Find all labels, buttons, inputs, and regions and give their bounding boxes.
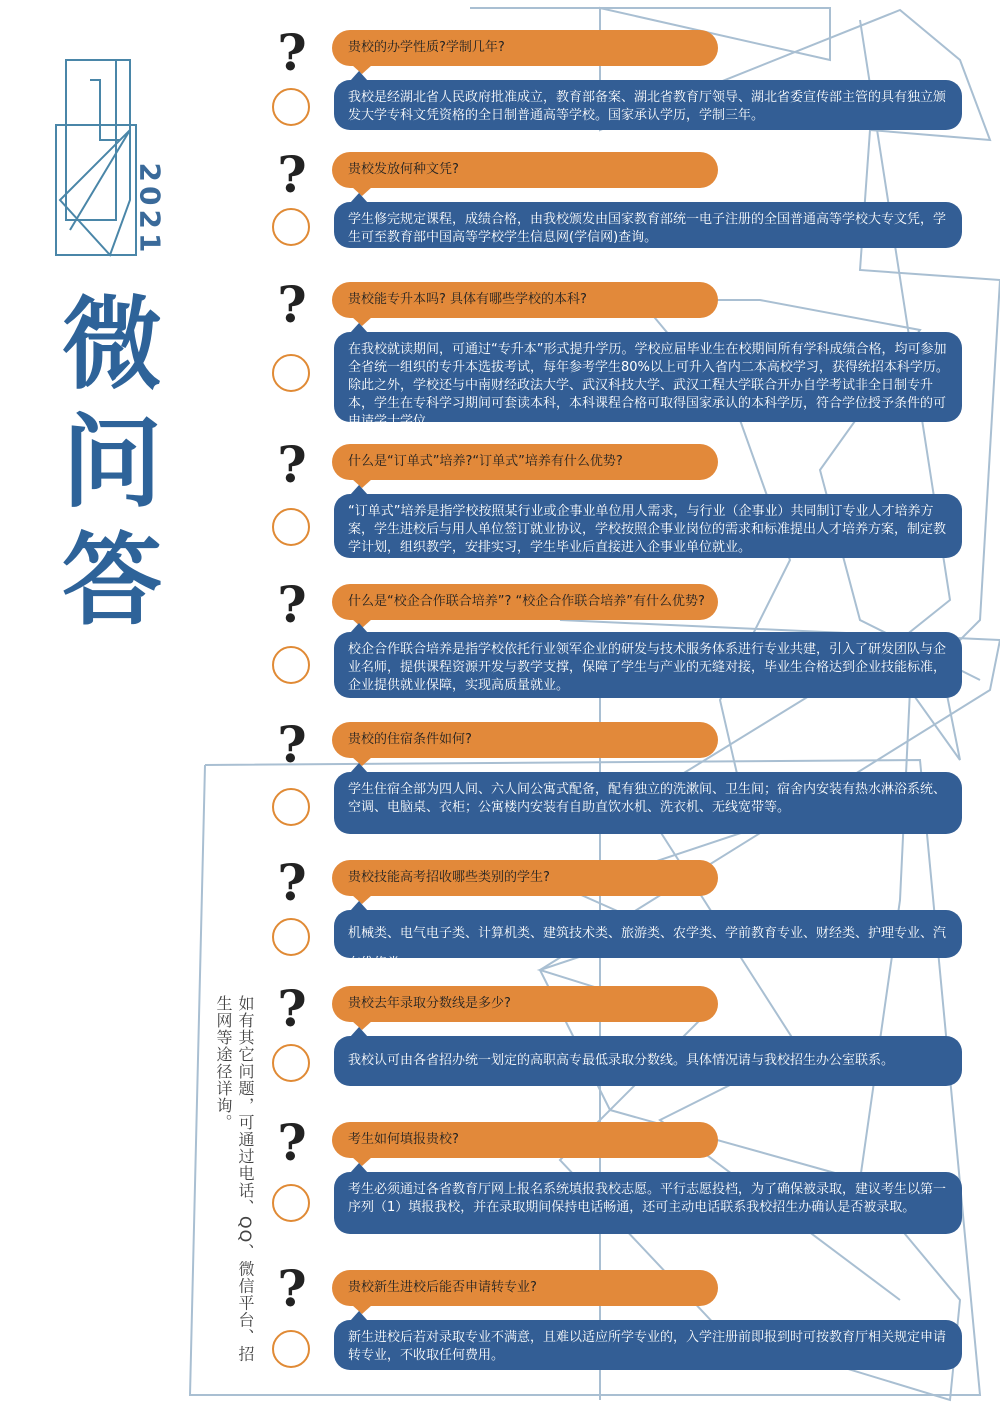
contact-note: 如有其它问题，可通过电话、QQ、微信平台、招生网等途径详询。 bbox=[214, 995, 255, 1363]
question-bubble: 贵校技能高考招收哪些类别的学生? bbox=[332, 860, 718, 896]
answer-bubble: 新生进校后若对录取专业不满意，且难以适应所学专业的，入学注册前即报到时可按教育厅相关规定申请转专业，不收取任何费用。 bbox=[334, 1320, 962, 1370]
answer-circle-icon bbox=[272, 918, 310, 956]
answer-bubble: “订单式”培养是指学校按照某行业或企事业单位用人需求，与行业（企事业）共同制订专业人才培养方案，学生进校后与用人单位签订就业协议，学校按照企事业岗位的需求和标准提出人才培养方案，制定教学计划，组织教学，安排实习，学生毕业后直接进入企事业单位就业。 bbox=[334, 494, 962, 558]
answer-bubble: 我校认可由各省招办统一划定的高职高专最低录取分数线。具体情况请与我校招生办公室联系。 bbox=[334, 1036, 962, 1086]
answer-circle-icon bbox=[272, 1330, 310, 1368]
question-mark-icon: ? bbox=[277, 1113, 307, 1172]
question-mark-icon: ? bbox=[277, 575, 307, 634]
answer-circle-icon bbox=[272, 1044, 310, 1082]
question-bubble: 什么是“校企合作联合培养”? “校企合作联合培养”有什么优势? bbox=[332, 584, 718, 620]
answer-circle-icon bbox=[272, 208, 310, 246]
answer-bubble: 机械类、电气电子类、计算机类、建筑技术类、旅游类、农学类、学前教育专业、财经类、护理专业、汽车维修类。 bbox=[334, 910, 962, 958]
year-label-wrap bbox=[130, 150, 170, 265]
question-mark-icon: ? bbox=[277, 715, 307, 774]
question-bubble: 贵校发放何种文凭? bbox=[332, 152, 718, 188]
answer-circle-icon bbox=[272, 508, 310, 546]
title-char-2: 问 bbox=[62, 403, 162, 521]
answer-bubble: 考生必须通过各省教育厅网上报名系统填报我校志愿。平行志愿投档，为了确保被录取，建议考生以第一序列（1）填报我校，并在录取期间保持电话畅通，还可主动电话联系我校招生办确认是否被录取。 bbox=[334, 1172, 962, 1234]
answer-circle-icon bbox=[272, 646, 310, 684]
logo-lines bbox=[56, 60, 136, 255]
question-mark-icon: ? bbox=[277, 145, 307, 204]
question-bubble: 什么是“订单式”培养?“订单式”培养有什么优势? bbox=[332, 444, 718, 480]
answer-bubble: 校企合作联合培养是指学校依托行业领军企业的研发与技术服务体系进行专业共建，引入了研发团队与企业名师，提供课程资源开发与教学支撑，保障了学生与产业的无缝对接，毕业生合格达到企业技能标准，企业提供就业保障，实现高质量就业。 bbox=[334, 632, 962, 698]
answer-circle-icon bbox=[272, 1184, 310, 1222]
answer-circle-icon bbox=[272, 354, 310, 392]
answer-bubble: 我校是经湖北省人民政府批准成立，教育部备案、湖北省教育厅领导、湖北省委宣传部主管的具有独立颁发大学专科文凭资格的全日制普通高等学校。国家承认学历，学制三年。 bbox=[334, 80, 962, 130]
question-mark-icon: ? bbox=[277, 275, 307, 334]
answer-circle-icon bbox=[272, 88, 310, 126]
question-bubble: 考生如何填报贵校? bbox=[332, 1122, 718, 1158]
answer-bubble: 在我校就读期间，可通过“专升本”形式提升学历。学校应届毕业生在校期间所有学科成绩合格，均可参加全省统一组织的专升本选拔考试，每年参考学生80%以上可升入省内二本高校学习，获得统招本科学历。除此之外，学校还与中南财经政法大学、武汉科技大学、武汉工程大学联合开办自学考试非全日制专升本，学生在专科学习期间可套读本科，本科课程合格可取得国家承认的本科学历，符合学位授予条件的可申请学士学位。 bbox=[334, 332, 962, 422]
title-char-1: 微 bbox=[62, 285, 162, 403]
question-bubble: 贵校新生进校后能否申请转专业? bbox=[332, 1270, 718, 1306]
question-bubble: 贵校的住宿条件如何? bbox=[332, 722, 718, 758]
year-label: 2021 bbox=[133, 162, 167, 257]
question-mark-icon: ? bbox=[277, 23, 307, 82]
question-mark-icon: ? bbox=[277, 435, 307, 494]
question-bubble: 贵校能专升本吗? 具体有哪些学校的本科? bbox=[332, 282, 718, 318]
question-mark-icon: ? bbox=[277, 853, 307, 912]
question-bubble: 贵校去年录取分数线是多少? bbox=[332, 986, 718, 1022]
question-bubble: 贵校的办学性质?学制几年? bbox=[332, 30, 718, 66]
answer-circle-icon bbox=[272, 788, 310, 826]
page-title bbox=[52, 285, 172, 639]
question-mark-icon: ? bbox=[277, 1259, 307, 1318]
answer-bubble: 学生住宿全部为四人间、六人间公寓式配备，配有独立的洗漱间、卫生间；宿舍内安装有热水淋浴系统、空调、电脑桌、衣柜；公寓楼内安装有自助直饮水机、洗衣机、无线宽带等。 bbox=[334, 772, 962, 834]
title-char-3: 答 bbox=[62, 521, 162, 639]
question-mark-icon: ? bbox=[277, 979, 307, 1038]
answer-bubble: 学生修完规定课程，成绩合格，由我校颁发由国家教育部统一电子注册的全国普通高等学校大专文凭，学生可至教育部中国高等学校学生信息网(学信网)查询。 bbox=[334, 202, 962, 248]
